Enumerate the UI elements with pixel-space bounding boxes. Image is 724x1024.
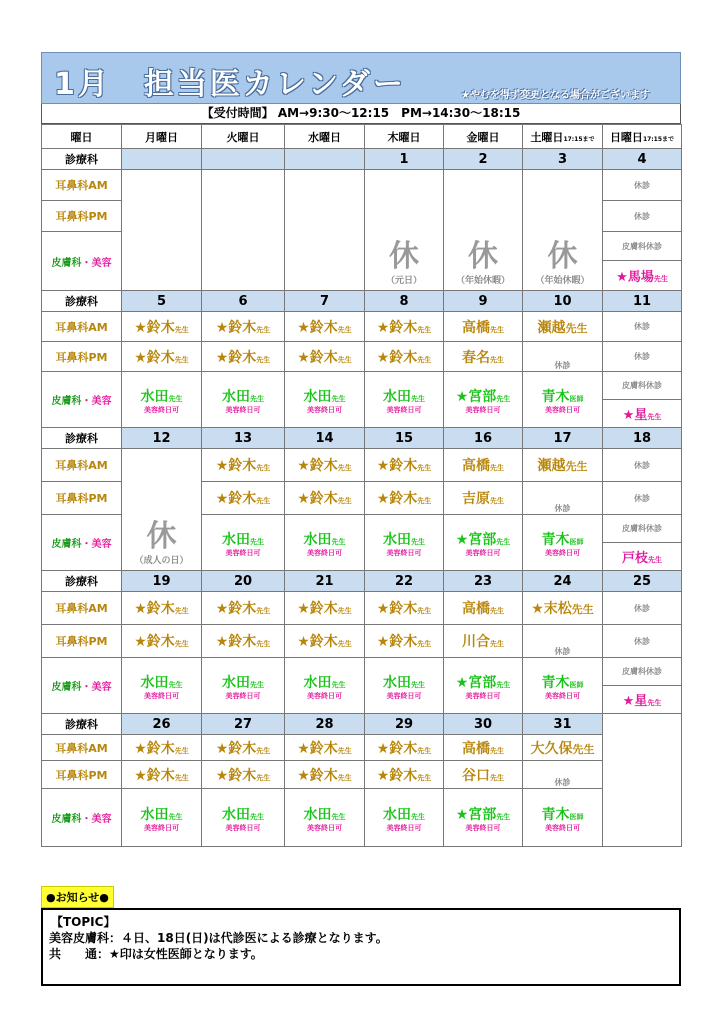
holiday-cell: 休 （元日） xyxy=(365,170,444,291)
week4-dates xyxy=(42,571,682,592)
doctor-cell: ★鈴木先生 xyxy=(202,449,285,482)
ent-pm-label: 耳鼻科PM xyxy=(42,201,122,232)
date-cell: 13 xyxy=(202,428,285,449)
doctor-cell: ★鈴木先生 xyxy=(285,625,365,658)
closed-cell: 休診 xyxy=(603,170,682,201)
doctor-cell: ★鈴木先生 xyxy=(202,482,285,515)
date-cell: 12 xyxy=(122,428,202,449)
date-cell: 15 xyxy=(365,428,444,449)
doctor-cell: ★鈴木先生 xyxy=(365,761,444,789)
week1-am xyxy=(42,170,682,201)
doctor-cell: ★鈴木先生 xyxy=(285,312,365,342)
date-cell: 27 xyxy=(202,714,285,735)
weekday-wed: 水曜日 xyxy=(285,125,365,149)
derm-closed-cell: 皮膚科休診 xyxy=(603,372,682,400)
week2-pm xyxy=(42,342,682,372)
date-cell: 9 xyxy=(444,291,523,312)
doctor-cell: ★鈴木先生 xyxy=(122,592,202,625)
doctor-cell: ★鈴木先生 xyxy=(365,592,444,625)
week4-pm xyxy=(42,625,682,658)
doctor-cell: ★鈴木先生 xyxy=(285,449,365,482)
doctor-cell: ★鈴木先生 xyxy=(202,342,285,372)
date-cell: 19 xyxy=(122,571,202,592)
ent-am-label: 耳鼻科AM xyxy=(42,170,122,201)
news-line-2: 共 通：★印は女性医師となります。 xyxy=(49,947,263,961)
doctor-cell: 瀬越先生 xyxy=(523,312,603,342)
dept-label: 診療科 xyxy=(42,714,122,735)
week3-am xyxy=(42,449,682,482)
weekday-thu: 木曜日 xyxy=(365,125,444,149)
closed-cell: 休診 xyxy=(603,482,682,515)
doctor-cell: ★鈴木先生 xyxy=(202,625,285,658)
news-label: ●お知らせ● xyxy=(41,886,114,908)
doctor-cell: ★宮部先生 美容終日可 xyxy=(444,515,523,571)
holiday-cell: 休 （年始休暇） xyxy=(523,170,603,291)
doctor-cell: 水田先生 美容終日可 xyxy=(285,515,365,571)
weekday-sat: 土曜日17:15まで xyxy=(523,125,603,149)
week3-dates xyxy=(42,428,682,449)
doctor-cell: 高橋先生 xyxy=(444,449,523,482)
doctor-cell: 川合先生 xyxy=(444,625,523,658)
news-box xyxy=(41,908,681,986)
doctor-cell: ★鈴木先生 xyxy=(285,735,365,761)
doctor-cell: ★鈴木先生 xyxy=(122,735,202,761)
derm-closed-cell: 皮膚科休診 xyxy=(603,515,682,543)
date-cell: 20 xyxy=(202,571,285,592)
derm-closed-cell: 皮膚科休診 xyxy=(603,232,682,261)
closed-cell: 休診 xyxy=(603,625,682,658)
ent-am-label: 耳鼻科AM xyxy=(42,735,122,761)
doctor-cell: 青木医師 美容終日可 xyxy=(523,372,603,428)
ent-pm-label: 耳鼻科PM xyxy=(42,342,122,372)
week4-am xyxy=(42,592,682,625)
date-cell: 8 xyxy=(365,291,444,312)
date-cell: 29 xyxy=(365,714,444,735)
date-cell: 31 xyxy=(523,714,603,735)
holiday-cell: 休 （成人の日） xyxy=(122,449,202,571)
ent-pm-label: 耳鼻科PM xyxy=(42,482,122,515)
doctor-cell: ★宮部先生 美容終日可 xyxy=(444,789,523,847)
doctor-cell: 水田先生 美容終日可 xyxy=(285,372,365,428)
date-cell: 28 xyxy=(285,714,365,735)
weekday-fri: 金曜日 xyxy=(444,125,523,149)
date-cell: 7 xyxy=(285,291,365,312)
derm-label: 皮膚科・美容 xyxy=(42,515,122,571)
date-cell: 22 xyxy=(365,571,444,592)
ent-pm-label: 耳鼻科PM xyxy=(42,625,122,658)
derm-label: 皮膚科・美容 xyxy=(42,658,122,714)
doctor-cell: 吉原先生 xyxy=(444,482,523,515)
dept-label: 診療科 xyxy=(42,149,122,170)
doctor-cell: ★鈴木先生 xyxy=(202,592,285,625)
date-cell: 30 xyxy=(444,714,523,735)
date-cell: 5 xyxy=(122,291,202,312)
week2-am xyxy=(42,312,682,342)
doctor-cell: 高橋先生 xyxy=(444,592,523,625)
closed-cell: 休診 xyxy=(603,201,682,232)
closed-cell: 休診 xyxy=(603,449,682,482)
date-cell: 2 xyxy=(444,149,523,170)
doctor-cell: 春名先生 xyxy=(444,342,523,372)
doctor-cell: ★鈴木先生 xyxy=(365,482,444,515)
date-cell: 17 xyxy=(523,428,603,449)
weekday-header xyxy=(42,125,682,149)
doctor-cell: ★宮部先生 美容終日可 xyxy=(444,658,523,714)
doctor-cell: 水田先生 美容終日可 xyxy=(285,658,365,714)
doctor-cell: ★鈴木先生 xyxy=(365,342,444,372)
dept-label: 診療科 xyxy=(42,428,122,449)
doctor-cell: ★馬場先生 xyxy=(603,261,682,291)
doctor-cell: 水田先生 美容終日可 xyxy=(122,658,202,714)
date-cell: 3 xyxy=(523,149,603,170)
doctor-cell: 水田先生 美容終日可 xyxy=(365,658,444,714)
closed-cell: 休診 xyxy=(523,761,603,789)
doctor-cell: ★鈴木先生 xyxy=(202,761,285,789)
closed-cell: 休診 xyxy=(603,592,682,625)
doctor-cell: ★鈴木先生 xyxy=(365,312,444,342)
news-line-1: 美容皮膚科：４日、18日(日)は代診医による診療となります。 xyxy=(49,931,388,945)
doctor-cell: 青木医師 美容終日可 xyxy=(523,658,603,714)
date-cell: 23 xyxy=(444,571,523,592)
date-cell: 1 xyxy=(365,149,444,170)
doctor-cell: ★星先生 xyxy=(603,686,682,714)
doctor-cell: 高橋先生 xyxy=(444,735,523,761)
calendar-table xyxy=(41,124,682,847)
doctor-cell: ★星先生 xyxy=(603,400,682,428)
title-banner xyxy=(41,52,681,104)
doctor-cell: ★末松先生 xyxy=(523,592,603,625)
date-cell: 6 xyxy=(202,291,285,312)
date-cell: 25 xyxy=(603,571,682,592)
closed-cell: 休診 xyxy=(523,482,603,515)
ent-am-label: 耳鼻科AM xyxy=(42,449,122,482)
derm-label: 皮膚科・美容 xyxy=(42,232,122,291)
doctor-cell: 谷口先生 xyxy=(444,761,523,789)
week1-dates xyxy=(42,149,682,170)
weekday-mon: 月曜日 xyxy=(122,125,202,149)
closed-cell: 休診 xyxy=(523,625,603,658)
closed-cell: 休診 xyxy=(603,342,682,372)
date-cell: 14 xyxy=(285,428,365,449)
doctor-cell: 水田先生 美容終日可 xyxy=(202,658,285,714)
derm-label: 皮膚科・美容 xyxy=(42,372,122,428)
reception-hours: 【受付時間】 AM→9:30～12:15 PM→14:30～18:15 xyxy=(41,104,681,124)
weekday-tue: 火曜日 xyxy=(202,125,285,149)
date-cell: 4 xyxy=(603,149,682,170)
change-note: ★やむを得ず変更となる場合がございます xyxy=(461,90,650,101)
closed-cell: 休診 xyxy=(603,312,682,342)
doctor-cell: 水田先生 美容終日可 xyxy=(365,789,444,847)
doctor-cell: ★鈴木先生 xyxy=(122,342,202,372)
ent-pm-label: 耳鼻科PM xyxy=(42,761,122,789)
doctor-cell: 青木医師 美容終日可 xyxy=(523,789,603,847)
doctor-cell: ★鈴木先生 xyxy=(122,761,202,789)
doctor-cell: ★鈴木先生 xyxy=(285,342,365,372)
doctor-cell: ★鈴木先生 xyxy=(122,625,202,658)
date-cell: 18 xyxy=(603,428,682,449)
doctor-cell: 青木医師 美容終日可 xyxy=(523,515,603,571)
date-cell: 24 xyxy=(523,571,603,592)
doctor-cell: ★鈴木先生 xyxy=(202,735,285,761)
doctor-cell: 水田先生 美容終日可 xyxy=(365,372,444,428)
date-cell: 16 xyxy=(444,428,523,449)
week5-am xyxy=(42,735,682,761)
doctor-cell: 大久保先生 xyxy=(523,735,603,761)
doctor-cell: ★鈴木先生 xyxy=(285,482,365,515)
date-cell: 10 xyxy=(523,291,603,312)
week5-pm xyxy=(42,761,682,789)
doctor-cell: ★鈴木先生 xyxy=(202,312,285,342)
doctor-cell: ★鈴木先生 xyxy=(122,312,202,342)
date-cell: 11 xyxy=(603,291,682,312)
doctor-cell: ★鈴木先生 xyxy=(285,761,365,789)
derm-closed-cell: 皮膚科休診 xyxy=(603,658,682,686)
doctor-cell: 水田先生 美容終日可 xyxy=(122,789,202,847)
ent-am-label: 耳鼻科AM xyxy=(42,592,122,625)
doctor-cell: 高橋先生 xyxy=(444,312,523,342)
derm-label: 皮膚科・美容 xyxy=(42,789,122,847)
date-cell: 21 xyxy=(285,571,365,592)
dept-label: 診療科 xyxy=(42,571,122,592)
doctor-cell: 戸枝先生 xyxy=(603,543,682,571)
week5-dates xyxy=(42,714,682,735)
weekday-sun: 日曜日17:15まで xyxy=(603,125,682,149)
doctor-cell: 水田先生 美容終日可 xyxy=(365,515,444,571)
page-title: 1月 担当医カレンダー xyxy=(54,67,406,102)
weekday-corner: 曜日 xyxy=(42,125,122,149)
doctor-cell: ★鈴木先生 xyxy=(285,592,365,625)
doctor-cell: 水田先生 美容終日可 xyxy=(202,515,285,571)
doctor-cell: 瀬越先生 xyxy=(523,449,603,482)
doctor-cell: 水田先生 美容終日可 xyxy=(122,372,202,428)
dept-label: 診療科 xyxy=(42,291,122,312)
calendar-page xyxy=(41,52,681,847)
doctor-cell: 水田先生 美容終日可 xyxy=(285,789,365,847)
date-cell: 26 xyxy=(122,714,202,735)
doctor-cell: ★鈴木先生 xyxy=(365,449,444,482)
doctor-cell: 水田先生 美容終日可 xyxy=(202,789,285,847)
ent-am-label: 耳鼻科AM xyxy=(42,312,122,342)
doctor-cell: ★宮部先生 美容終日可 xyxy=(444,372,523,428)
doctor-cell: ★鈴木先生 xyxy=(365,625,444,658)
doctor-cell: ★鈴木先生 xyxy=(365,735,444,761)
doctor-cell: 水田先生 美容終日可 xyxy=(202,372,285,428)
news-topic: 【TOPIC】 xyxy=(51,915,116,929)
closed-cell: 休診 xyxy=(523,342,603,372)
holiday-cell: 休 （年始休暇） xyxy=(444,170,523,291)
week2-dates xyxy=(42,291,682,312)
